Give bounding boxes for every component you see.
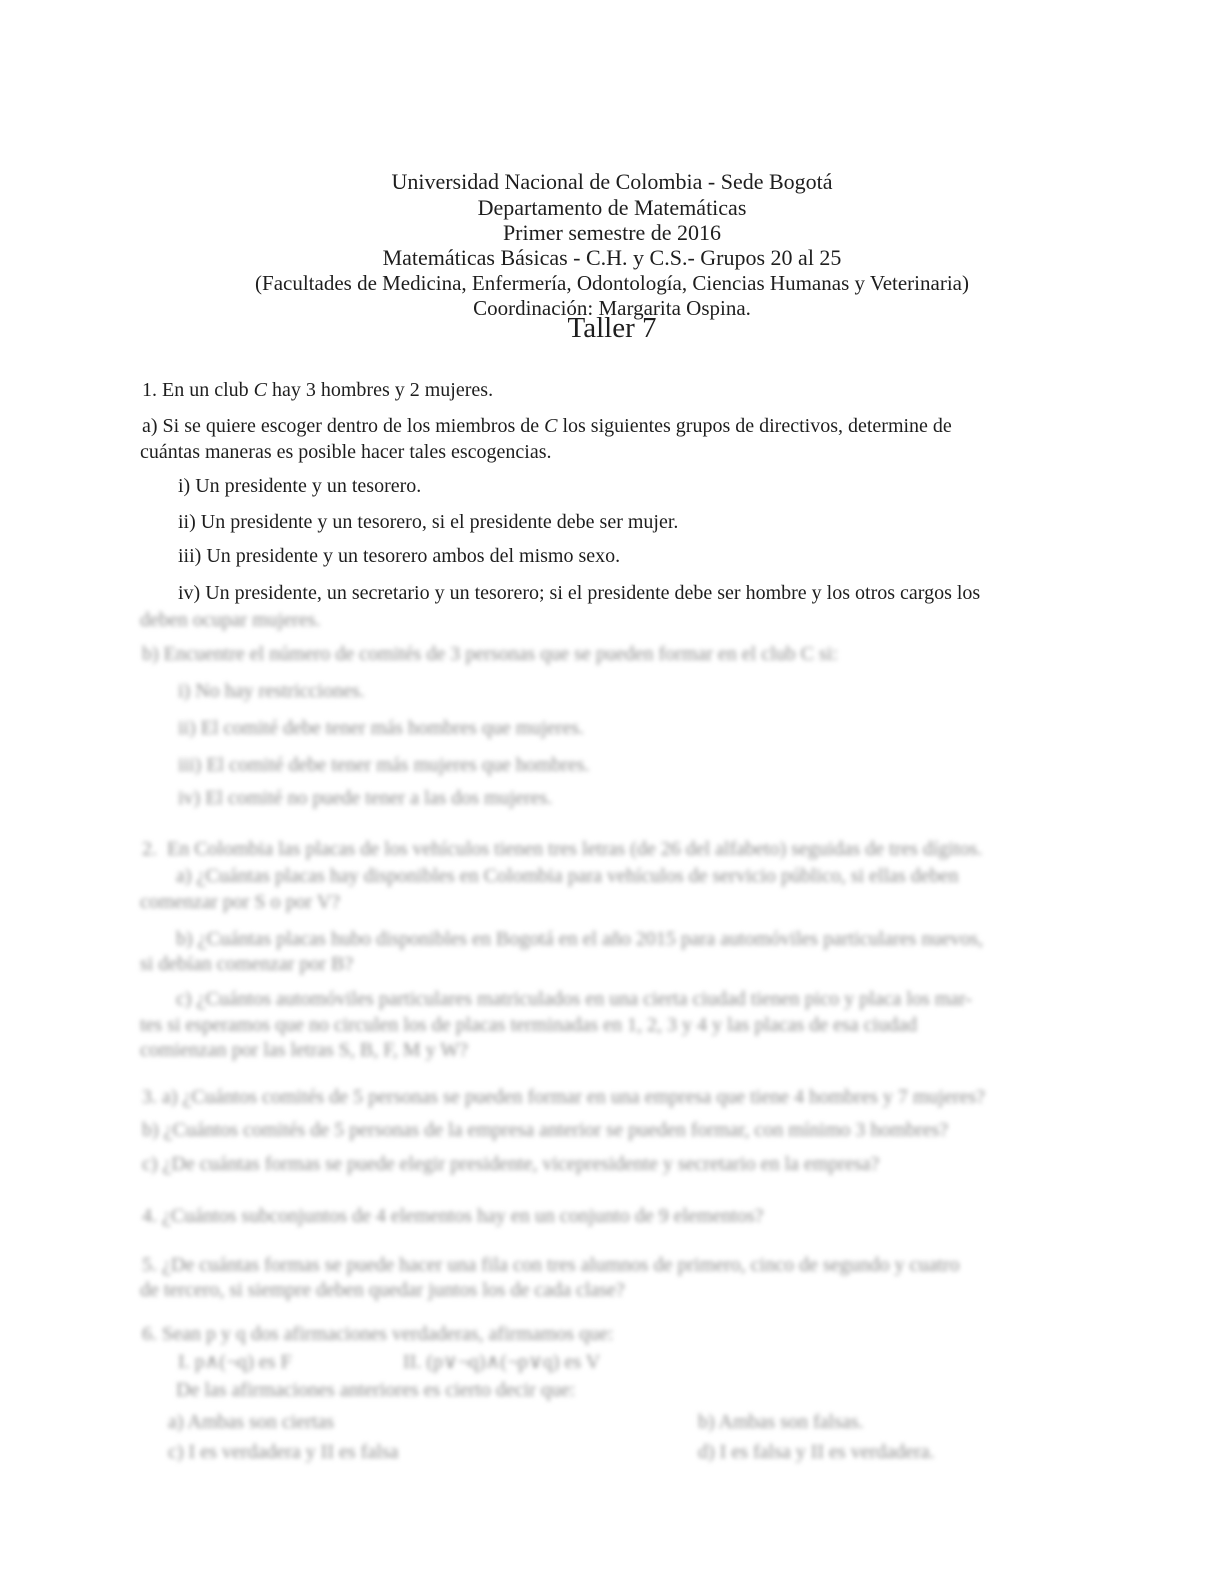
problem4: 4. ¿Cuántos subconjuntos de 4 elementos hay en un conjunto de 9 elementos?	[142, 1205, 764, 1227]
problem6-statement-i: I. p∧(¬q) es F	[178, 1351, 292, 1373]
problem1-intro	[142, 378, 493, 402]
problem1a-line2: cuántas maneras es posible hacer tales escogencias.	[140, 441, 552, 463]
problem2c-line3: comienzan por las letras S, B, F, M y W?	[140, 1039, 468, 1061]
problem2c-line2: tes si esperamos que no circulen los de placas terminadas en 1, 2, 3 y 4 y las placas de esa ciudad	[140, 1014, 917, 1036]
problem1-intro-text2: hay 3 hombres y 2 mujeres.	[267, 379, 494, 401]
problem1a-item-iii: iii) Un presidente y un tesorero ambos del mismo sexo.	[178, 545, 621, 567]
math-var-c: C	[544, 415, 558, 437]
problem1b-item-i: i) No hay restricciones.	[178, 680, 365, 702]
problem6-intro: 6. Sean p y q dos afirmaciones verdaderas, afirmamos que:	[142, 1323, 614, 1345]
problem6-option-b: b) Ambas son falsas.	[698, 1411, 864, 1433]
problem6-question: De las afirmaciones anteriores es cierto decir que:	[176, 1379, 576, 1401]
problem1a-item-iv-line1: iv) Un presidente, un secretario y un tesorero; si el presidente debe ser hombre y los otros cargos los	[178, 582, 981, 604]
problem6-option-d: d) I es falsa y II es verdadera.	[698, 1441, 935, 1463]
header-university: Universidad Nacional de Colombia - Sede Bogotá	[391, 169, 833, 194]
problem3b: b) ¿Cuántos comités de 5 personas de la empresa anterior se pueden formar, con mínimo 3 hombres?	[142, 1119, 949, 1141]
problem2c-line1: c) ¿Cuántos automóviles particulares matriculados en una cierta ciudad tienen pico y placa los mar-	[176, 988, 972, 1010]
problem1a-item-iv-line2: deben ocupar mujeres.	[140, 609, 321, 631]
header-faculties: (Facultades de Medicina, Enfermería, Odontología, Ciencias Humanas y Veterinaria)	[255, 271, 969, 295]
problem2a-line1: a) ¿Cuántas placas hay disponibles en Colombia para vehículos de servicio público, si ellas deben	[176, 865, 959, 887]
problem1a-item-i: i) Un presidente y un tesorero.	[178, 475, 422, 497]
problem2a-line2: comenzar por S o por V?	[140, 891, 341, 913]
problem3a: 3. a) ¿Cuántos comités de 5 personas se pueden formar en una empresa que tiene 4 hombres y 7 mujeres?	[142, 1086, 986, 1108]
problem1b-item-ii: ii) El comité debe tener más hombres que mujeres.	[178, 717, 584, 739]
math-var-c: C	[253, 379, 267, 401]
problem2b-line1: b) ¿Cuántas placas hubo disponibles en Bogotá en el año 2015 para automóviles particulares nuevos,	[176, 928, 984, 950]
header-department: Departamento de Matemáticas	[477, 195, 747, 220]
problem1b-line1: b) Encuentre el número de comités de 3 personas que se pueden formar en el club C si:	[142, 643, 838, 665]
problem1a-item-ii: ii) Un presidente y un tesorero, si el presidente debe ser mujer.	[178, 511, 679, 533]
problem2-intro: 2. En Colombia las placas de los vehículos tienen tres letras (de 26 del alfabeto) seguidas de tres dígitos.	[142, 838, 983, 860]
header-coordination: Coordinación: Margarita Ospina.	[473, 296, 751, 320]
problem1b-item-iii: iii) El comité debe tener más mujeres que hombres.	[178, 754, 590, 776]
header-semester: Primer semestre de 2016	[502, 220, 722, 245]
problem5-line2: de tercero, si siempre deben quedar juntos los de cada clase?	[140, 1279, 625, 1301]
problem6-option-a: a) Ambas son ciertas	[168, 1411, 335, 1433]
problem1-intro-text: 1. En un club	[142, 379, 254, 401]
problem1a-text: a) Si se quiere escoger dentro de los miembros de	[142, 415, 545, 437]
problem2b-line2: si debían comenzar por B?	[140, 953, 354, 975]
problem5-line1: 5. ¿De cuántas formas se puede hacer una fila con tres alumnos de primero, cinco de segundo y cuatro	[142, 1254, 960, 1276]
problem1b-item-iv: iv) El comité no puede tener a las dos mujeres.	[178, 787, 553, 809]
problem6-option-c: c) I es verdadera y II es falsa	[168, 1441, 399, 1463]
problem6-statement-ii: II. (p∨¬q)∧(¬p∨q) es V	[403, 1351, 601, 1373]
problem1a-text2: los siguientes grupos de directivos, determine de	[557, 415, 952, 437]
page-title: Taller 7	[567, 312, 657, 344]
header-course: Matemáticas Básicas - C.H. y C.S.- Grupos 20 al 25	[382, 245, 842, 270]
problem3c: c) ¿De cuántas formas se puede elegir presidente, vicepresidente y secretario en la empresa?	[142, 1153, 880, 1175]
problem1a-line1	[142, 414, 952, 438]
